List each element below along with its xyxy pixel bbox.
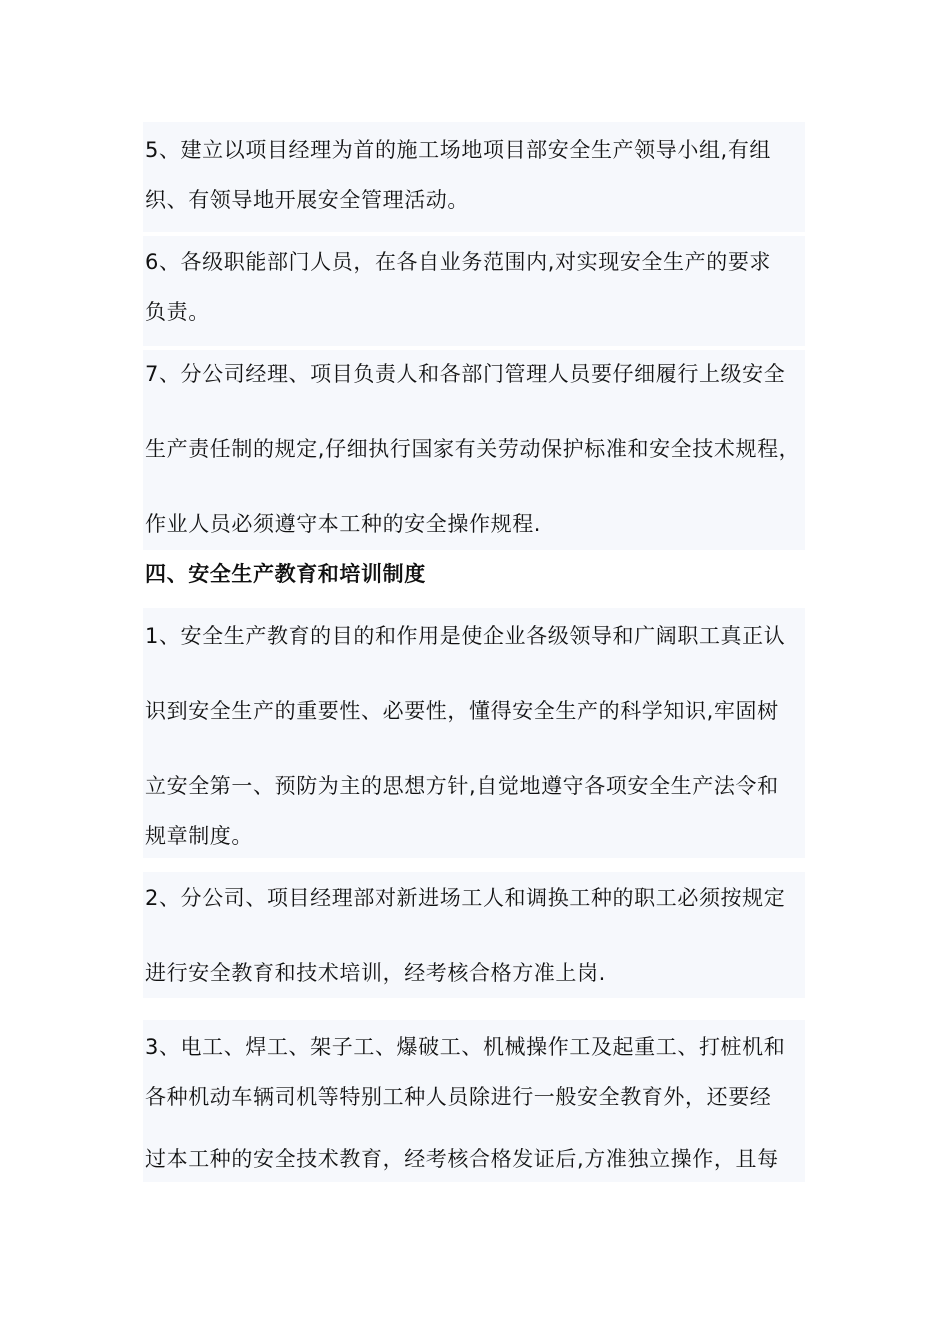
paragraph-1-line-3: 立安全第一、预防为主的思想方针,自觉地遵守各项安全生产法令和 <box>145 774 779 798</box>
paragraph-7-line-1: 7、分公司经理、项目负责人和各部门管理人员要仔细履行上级安全 <box>145 362 786 386</box>
paragraph-6-line-1: 6、各级职能部门人员，在各自业务范围内,对实现安全生产的要求 <box>145 250 772 274</box>
paragraph-3-line-3: 过本工种的安全技术教育，经考核合格发证后,方准独立操作，且每 <box>145 1147 779 1171</box>
paragraph-3-line-2: 各种机动车辆司机等特别工种人员除进行一般安全教育外，还要经 <box>145 1085 772 1109</box>
paragraph-7-line-2: 生产责任制的规定,仔细执行国家有关劳动保护标准和安全技术规程， <box>145 437 801 461</box>
paragraph-1-line-1: 1、安全生产教育的目的和作用是使企业各级领导和广阔职工真正认 <box>145 624 786 648</box>
paragraph-5-line-1: 5、建立以项目经理为首的施工场地项目部安全生产领导小组,有组 <box>145 138 772 162</box>
paragraph-2-line-1: 2、分公司、项目经理部对新进场工人和调换工种的职工必须按规定 <box>145 886 786 910</box>
paragraph-1-line-4: 规章制度。 <box>145 824 253 848</box>
section-heading: 四、安全生产教育和培训制度 <box>145 562 426 586</box>
paragraph-5-line-2: 织、有领导地开展安全管理活动。 <box>145 188 469 212</box>
paragraph-3-line-1: 3、电工、焊工、架子工、爆破工、机械操作工及起重工、打桩机和 <box>145 1035 786 1059</box>
paragraph-7-line-3: 作业人员必须遵守本工种的安全操作规程. <box>145 512 542 536</box>
paragraph-1-line-2: 识到安全生产的重要性、必要性，懂得安全生产的科学知识,牢固树 <box>145 699 779 723</box>
paragraph-6-line-2: 负责。 <box>145 300 210 324</box>
paragraph-2-line-2: 进行安全教育和技术培训，经考核合格方准上岗. <box>145 961 606 985</box>
